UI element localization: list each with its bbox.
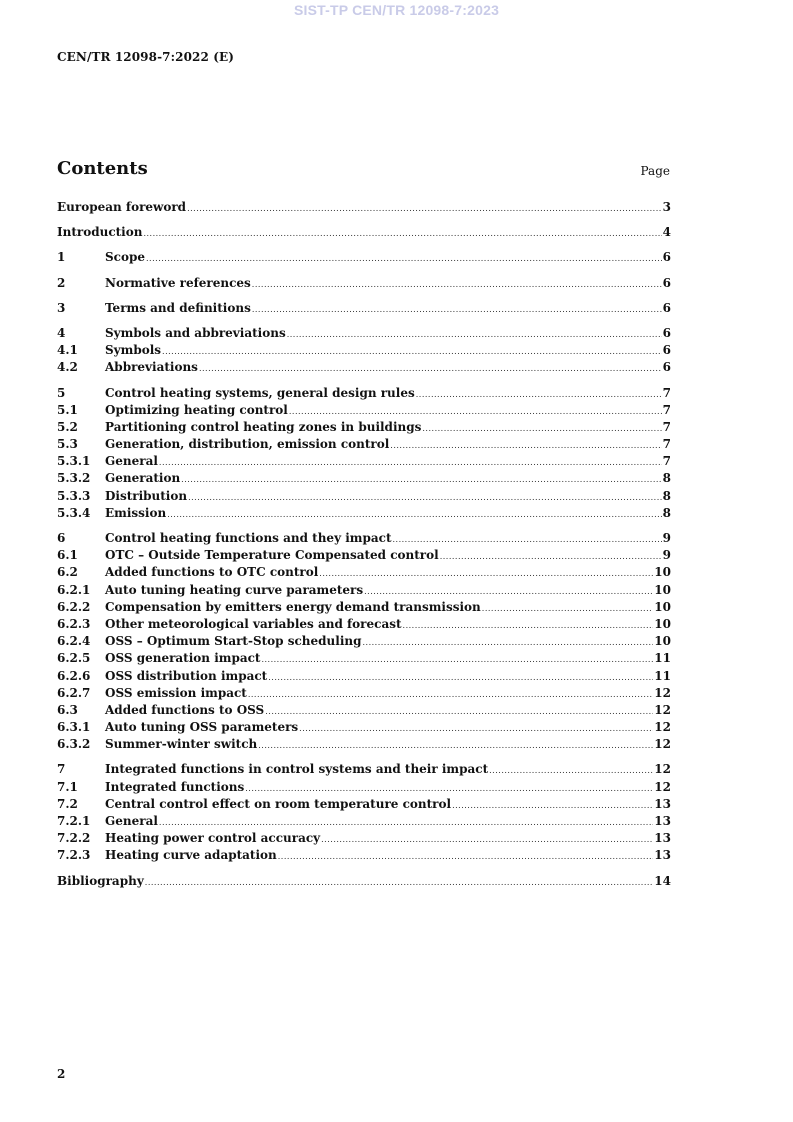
toc-dot-leader (278, 852, 654, 861)
toc-dot-leader (287, 330, 662, 339)
toc-entry-page: 12 (654, 702, 671, 717)
toc-entry[interactable] (57, 548, 671, 565)
toc-entry-title: Central control effect on room temperature control (105, 796, 452, 811)
toc-entry[interactable] (57, 225, 671, 242)
toc-dot-leader (245, 784, 653, 793)
page-column-label: Page (640, 164, 670, 178)
toc-dot-leader (390, 441, 661, 450)
toc-entry-number: 2 (57, 275, 66, 290)
toc-entry-page: 13 (654, 796, 671, 811)
toc-entry-title: Optimizing heating control (105, 402, 288, 417)
toc-dot-leader (289, 407, 662, 416)
toc-entry-title: Auto tuning OSS parameters (105, 720, 299, 735)
toc-entry[interactable] (57, 565, 671, 582)
toc-entry[interactable] (57, 617, 671, 634)
toc-entry-page: 10 (654, 565, 671, 580)
toc-dot-leader (252, 305, 662, 314)
toc-entry-number: 6.2.4 (57, 634, 91, 649)
toc-entry-page: 11 (654, 651, 671, 666)
toc-entry-page: 6 (662, 300, 671, 315)
toc-entry-page: 12 (654, 779, 671, 794)
toc-entry-page: 7 (662, 402, 671, 417)
toc-entry[interactable] (57, 583, 671, 600)
toc-entry-page: 7 (662, 419, 671, 434)
toc-entry-title: Partitioning control heating zones in buildings (105, 419, 422, 434)
toc-entry-title: Abbreviations (105, 360, 198, 375)
toc-entry-page: 14 (654, 873, 671, 888)
toc-entry[interactable] (57, 634, 671, 651)
toc-entry-page: 4 (662, 225, 671, 240)
toc-entry[interactable] (57, 471, 671, 488)
table-of-contents (57, 200, 671, 891)
toc-entry-page: 8 (662, 505, 671, 520)
toc-dot-leader (159, 818, 653, 827)
contents-heading: Contents (57, 158, 148, 179)
toc-entry[interactable] (57, 737, 671, 754)
toc-dot-leader (145, 878, 654, 887)
toc-entry-page: 12 (654, 685, 671, 700)
toc-entry[interactable] (57, 326, 671, 343)
toc-entry-page: 6 (662, 275, 671, 290)
toc-entry-number: 4 (57, 325, 66, 340)
toc-dot-leader (188, 493, 662, 502)
toc-entry-number: 1 (57, 250, 66, 265)
toc-entry[interactable] (57, 250, 671, 267)
toc-entry-page: 10 (654, 634, 671, 649)
toc-entry-title: General (105, 454, 158, 469)
toc-entry[interactable] (57, 797, 671, 814)
toc-entry-title: OSS distribution impact (105, 668, 268, 683)
toc-entry-title: OSS generation impact (105, 651, 261, 666)
toc-entry-title: Generation, distribution, emission control (105, 437, 390, 452)
toc-entry-title: Heating power control accuracy (105, 831, 321, 846)
toc-entry-page: 6 (662, 343, 671, 358)
toc-entry-title: Bibliography (57, 873, 144, 888)
toc-entry-title: OTC – Outside Temperature Compensated control (105, 548, 439, 563)
toc-dot-leader (299, 724, 653, 733)
toc-entry-title: Added functions to OSS (105, 702, 265, 717)
toc-entry-number: 4.1 (57, 343, 78, 358)
toc-entry-page: 13 (654, 848, 671, 863)
toc-entry[interactable] (57, 848, 671, 865)
toc-entry-number: 5.3.4 (57, 505, 91, 520)
toc-dot-leader (199, 364, 662, 373)
toc-entry-title: Introduction (57, 225, 143, 240)
toc-entry-page: 12 (654, 720, 671, 735)
toc-dot-leader (403, 621, 654, 630)
toc-entry-number: 7 (57, 762, 66, 777)
toc-entry[interactable] (57, 651, 671, 668)
toc-entry-number: 7.2.2 (57, 831, 91, 846)
toc-entry[interactable] (57, 720, 671, 737)
toc-entry[interactable] (57, 831, 671, 848)
toc-entry[interactable] (57, 489, 671, 506)
toc-entry-title: Summer-winter switch (105, 737, 258, 752)
toc-entry-number: 4.2 (57, 360, 78, 375)
toc-dot-leader (248, 690, 653, 699)
toc-dot-leader (258, 741, 653, 750)
toc-entry[interactable] (57, 669, 671, 686)
toc-entry[interactable] (57, 814, 671, 831)
toc-entry-title: Symbols (105, 343, 162, 358)
toc-entry-page: 10 (654, 599, 671, 614)
toc-entry-number: 5.1 (57, 402, 78, 417)
toc-entry-page: 6 (662, 325, 671, 340)
toc-entry-number: 5.3.1 (57, 454, 91, 469)
toc-entry-page: 9 (662, 548, 671, 563)
toc-entry-page: 7 (662, 437, 671, 452)
toc-entry-number: 6.2.2 (57, 599, 91, 614)
toc-entry-title: Added functions to OTC control (105, 565, 319, 580)
toc-entry-title: Distribution (105, 488, 188, 503)
toc-entry-number: 6.2.3 (57, 616, 91, 631)
toc-entry[interactable] (57, 360, 671, 377)
toc-entry-page: 10 (654, 616, 671, 631)
toc-entry-page: 9 (662, 531, 671, 545)
toc-entry-number: 6.2.1 (57, 582, 91, 597)
toc-entry[interactable] (57, 762, 671, 779)
toc-entry-number: 6.2.7 (57, 685, 91, 700)
toc-entry[interactable] (57, 531, 671, 548)
toc-entry-page: 13 (654, 831, 671, 846)
toc-entry[interactable] (57, 386, 671, 403)
toc-entry-page: 7 (662, 454, 671, 469)
toc-dot-leader (363, 638, 654, 647)
toc-entry-number: 5.3 (57, 437, 78, 452)
toc-dot-leader (265, 707, 653, 716)
toc-entry-number: 5.3.2 (57, 471, 91, 486)
toc-dot-leader (440, 552, 662, 561)
toc-entry-number: 3 (57, 300, 66, 315)
toc-entry[interactable] (57, 343, 671, 360)
toc-dot-leader (268, 673, 653, 682)
toc-entry[interactable] (57, 200, 671, 217)
toc-dot-leader (181, 475, 661, 484)
toc-dot-leader (364, 587, 653, 596)
toc-entry[interactable] (57, 506, 671, 523)
toc-dot-leader (422, 424, 661, 433)
toc-entry-title: Heating curve adaptation (105, 848, 277, 863)
toc-dot-leader (489, 766, 653, 775)
toc-entry[interactable] (57, 600, 671, 617)
toc-entry-number: 6.2 (57, 565, 78, 580)
toc-dot-leader (252, 280, 662, 289)
toc-dot-leader (146, 254, 662, 263)
toc-dot-leader (261, 655, 653, 664)
toc-entry-page: 8 (662, 488, 671, 503)
toc-entry-number: 7.2.3 (57, 848, 91, 863)
toc-dot-leader (167, 510, 661, 519)
toc-entry-number: 6.2.5 (57, 651, 91, 666)
toc-entry-number: 6.1 (57, 548, 78, 563)
watermark: SIST-TP CEN/TR 12098-7:2023 (293, 2, 500, 18)
toc-dot-leader (321, 835, 653, 844)
toc-dot-leader (187, 204, 662, 213)
toc-entry-number: 6.2.6 (57, 668, 91, 683)
toc-entry-title: Emission (105, 505, 167, 520)
toc-entry-page: 10 (654, 582, 671, 597)
toc-entry-page: 7 (662, 385, 671, 400)
toc-entry-page: 13 (654, 814, 671, 828)
toc-dot-leader (162, 347, 662, 356)
toc-entry-title: Integrated functions in control systems and their impact (105, 762, 489, 777)
toc-dot-leader (393, 535, 662, 544)
toc-entry-title: European foreword (57, 200, 187, 214)
toc-entry-page: 11 (654, 668, 671, 683)
toc-entry-number: 6.3.2 (57, 737, 91, 752)
toc-entry-title: Auto tuning heating curve parameters (105, 582, 364, 597)
toc-dot-leader (159, 458, 662, 467)
toc-entry-page: 3 (662, 200, 671, 214)
toc-entry-page: 12 (654, 737, 671, 752)
toc-entry-title: OSS emission impact (105, 685, 247, 700)
toc-entry-number: 6.3 (57, 702, 78, 717)
toc-entry-title: General (105, 814, 158, 828)
toc-entry-number: 5.2 (57, 419, 78, 434)
toc-entry[interactable] (57, 686, 671, 703)
toc-entry[interactable] (57, 301, 671, 318)
toc-entry[interactable] (57, 454, 671, 471)
toc-entry-number: 6 (57, 531, 66, 545)
toc-entry-title: Control heating systems, general design rules (105, 385, 415, 400)
toc-dot-leader (143, 229, 661, 238)
toc-entry[interactable] (57, 276, 671, 293)
toc-entry-number: 5 (57, 385, 66, 400)
toc-dot-leader (452, 801, 653, 810)
toc-entry-title: Normative references (105, 275, 251, 290)
toc-entry-title: Symbols and abbreviations (105, 325, 286, 340)
toc-entry[interactable] (57, 420, 671, 437)
toc-dot-leader (416, 390, 662, 399)
toc-entry-page: 12 (654, 762, 671, 777)
toc-entry-number: 7.2.1 (57, 814, 91, 828)
toc-entry-title: Terms and definitions (105, 300, 251, 315)
toc-entry-number: 5.3.3 (57, 488, 91, 503)
toc-entry-title: Other meteorological variables and forecast (105, 616, 402, 631)
document-id: CEN/TR 12098-7:2022 (E) (57, 50, 235, 64)
toc-dot-leader (482, 604, 654, 613)
toc-entry-title: Compensation by emitters energy demand transmission (105, 599, 481, 614)
toc-entry-page: 8 (662, 471, 671, 486)
toc-entry-number: 7.2 (57, 796, 78, 811)
toc-entry-page: 6 (662, 250, 671, 265)
toc-entry-number: 6.3.1 (57, 720, 91, 735)
toc-entry-title: Scope (105, 250, 146, 265)
toc-entry-number: 7.1 (57, 779, 78, 794)
page-number: 2 (57, 1067, 66, 1081)
toc-entry[interactable] (57, 780, 671, 797)
toc-entry-title: Control heating functions and they impact (105, 531, 392, 545)
toc-entry[interactable] (57, 403, 671, 420)
toc-dot-leader (319, 569, 653, 578)
toc-entry-title: Integrated functions (105, 779, 245, 794)
toc-entry[interactable] (57, 437, 671, 454)
toc-entry[interactable] (57, 874, 671, 891)
toc-entry-title: Generation (105, 471, 181, 486)
toc-entry-title: OSS – Optimum Start-Stop scheduling (105, 634, 362, 649)
toc-entry[interactable] (57, 703, 671, 720)
toc-entry-page: 6 (662, 360, 671, 375)
